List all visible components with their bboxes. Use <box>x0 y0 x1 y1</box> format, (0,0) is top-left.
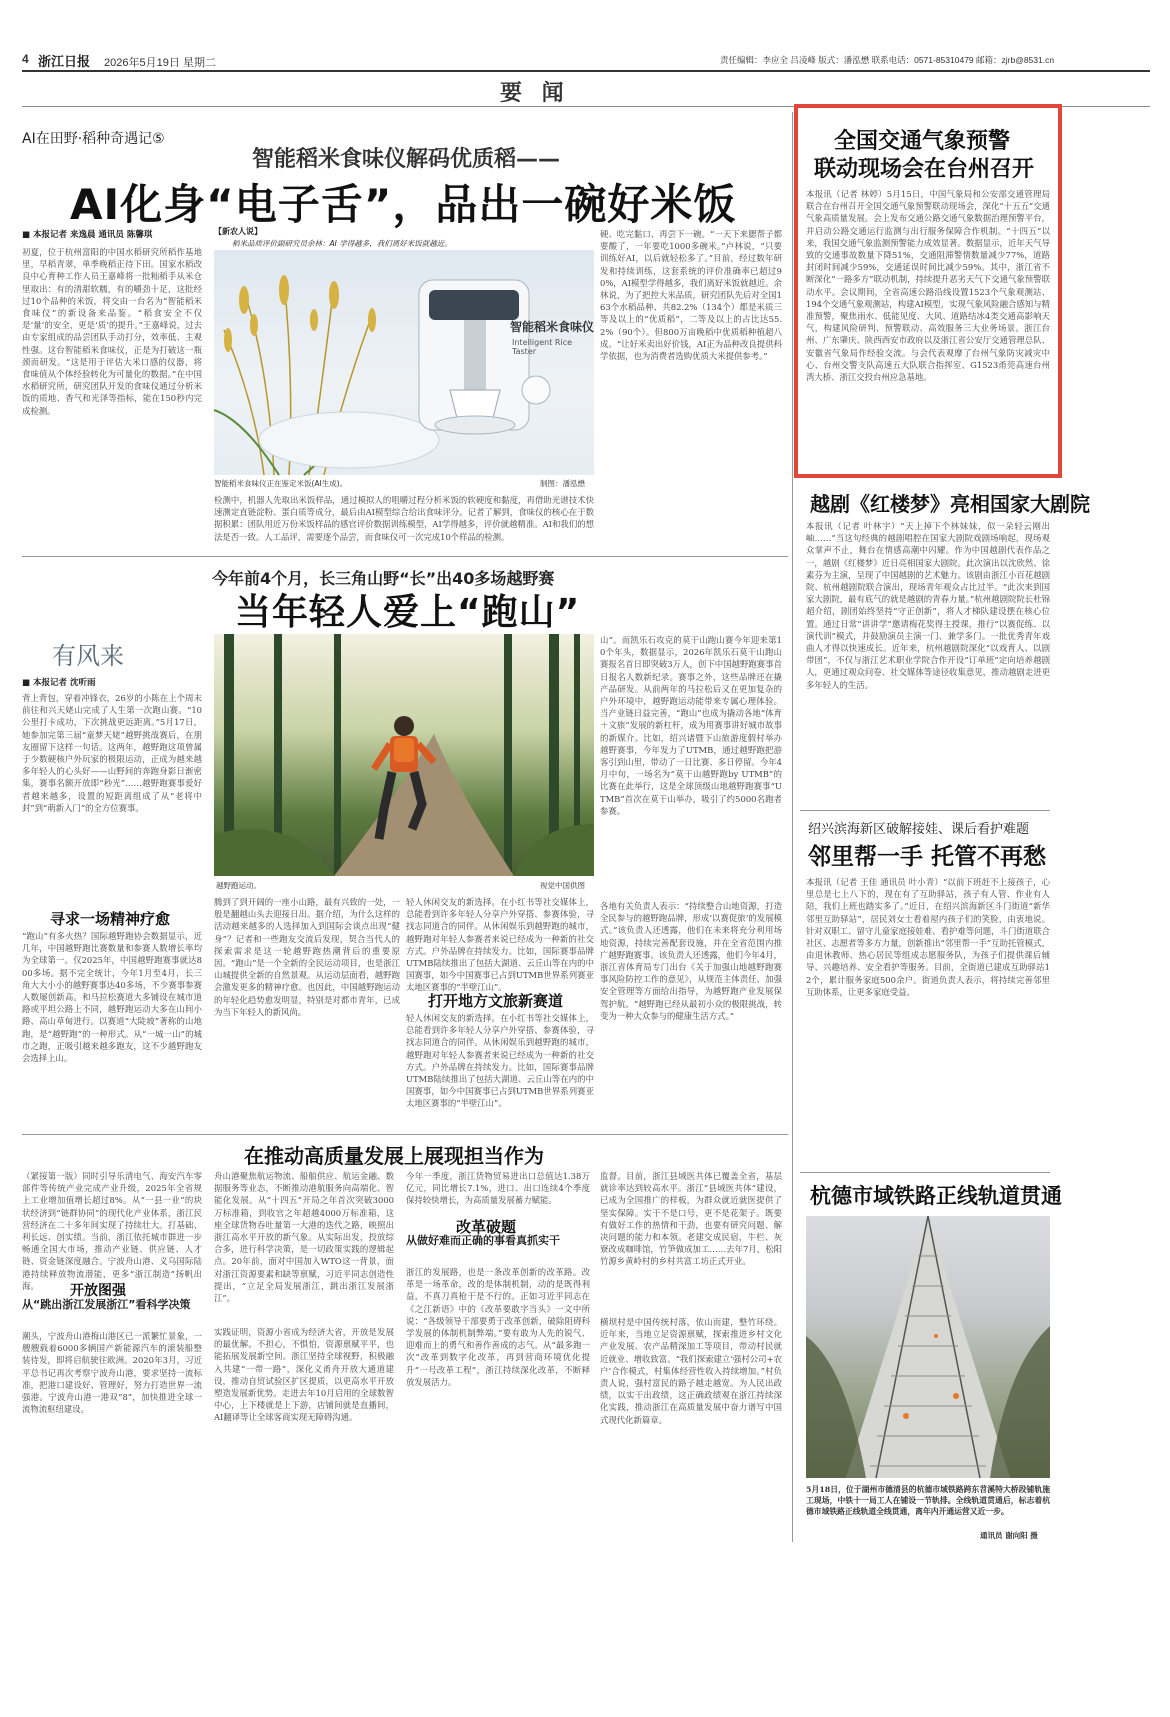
rice-taster-illustration <box>214 250 594 475</box>
rail-caption: 5月18日，位于湖州市德清县的杭德市域铁路跨东苕溪特大桥段铺轨施工现场，中铁十一局工人在铺设一节轨排。全线轨道贯通后，标志着杭德市域铁路正线轨道全线贯通，离年内开通运营又近一步。 <box>806 1485 1050 1516</box>
running-col-e: 各地有关负责人表示：“持续整合山地资源，打造全民参与的越野跑品牌，形成‘以赛促旅’的发展模式。”该负责人还透露，他们在未来将充分利用场地资源，持续完善配套设施，并在全省范围内推广越野跑赛事。该负责人还透露，他们今年4月，浙江省体育局专门出台《关于加强山地越野跑赛事风险防控工作的意见》，从规范主体责任、加强安全管理等方面给出指导，为越野跑产业发展保驾护航。“越野跑已经从最初小众的极限挑战，转变为一种大众参与的健康生活方式。” <box>600 901 782 1021</box>
bottom-col-4: 监督。目前，浙江县域医共体已覆盖全省，基层就诊率达到较高水平。浙江“县域医共体”建设，已成为全国推广的样板，为群众就近就医提供了坚实保障。实干不是口号，更不是花架子。既要有做好工作的热情和干劲，也要有研究问题、解决问题的能力和本领。老建交成民宿，牛栏、灰寮改成咖啡馆，竹笋做成加工……去年7月，松阳竹源乡黄岭村的乡村共富工坊正式开业。 <box>600 1171 782 1267</box>
right-divider-1 <box>800 810 1050 811</box>
running-photo <box>214 634 594 876</box>
running-byline: ■ 本报记者 沈听雨 <box>22 678 96 688</box>
running-intro: 背上背包，穿着冲锋衣，26岁的小陈在上个周末前往和兴天姥山完成了人生第一次跑山赛。“10公里打卡成功，下次挑战更远距离。”5月17日，她参加完第三届“童梦天姥”越野挑战赛后，在朋友圈留下这样一句话。这两年，越野跑这项曾属于少数硬核户外玩家的极限运动，正成为越来越多年轻人的心头好——山野间的奔跑身影日渐密集，赛事名额开放即“秒光”……越野跑赛事爱好者越来越多，设置的短距离组成了从“老将中封”到“萌新入门”的全方位赛事。 <box>22 693 202 813</box>
bottom-col-2: 舟山港聚焦航运物流、船舶供应、航运金融、数据服务等业态，不断推动港航服务向高端化、智能化发展。从“十四五”开局之年首次突破3000万标准箱，到收官之年超越4000万标准箱，这座全球货物吞吐量第一大港的迭代之路，映照出浙江高水平开放的新气象。从实际出发，投放综合多，进行科学决策，是一切政策实践的逻辑起点。20年前，面对中国加入WTO这一背景，面对浙江资源要素和缺等禀赋，习近平同志创造性提出，“立足全局发展浙江，跳出浙江发展浙江”。 <box>214 1171 394 1304</box>
running-col-d: 山”。而凯乐石攻克的莫干山跑山赛今年迎来第10个年头，数据显示，2026年凯乐石莫干山跑山赛报名首日即突破3万人，创下中国越野跑赛事首日报名人数新纪录。赛事之外，这些品牌还在撬产品研发。从前两年的马拉松后又在更加复杂的户外环境中，越野跑运动能带来专属心理体验。当产业链日益完善，“跑山”也成为撬动各地“体育＋文旅”发展的新杠杆，成为用赛事讲好城市故事的新媒介。比如，绍兴诸暨下山旅游度假村举办越野赛事，今年发力了UTMB，通过越野跑把游客引到山里，带动了一日比赛、多日停留。今年4月中旬，一场名为“莫干山越野跑by UTMB”的比赛在此举行，这是全球顶级山地越野跑赛事“UTMB”首次在莫干山举办，吸引了约5000名跑者参赛。 <box>600 635 782 816</box>
neighbor-kicker: 绍兴滨海新区破解接娃、课后看护难题 <box>808 822 1030 837</box>
running-photo-caption: 越野跑运动。 <box>216 881 261 890</box>
running-col-c: 轻人休闲交友的新选择。在小红书等社交媒体上，总能看到许多年轻人分享户外穿搭、参赛体验，寻找志同道合的同伴。从休闲娱乐到越野跑的城市，越野跑对年轻人参赛者来说已经成为一种新的社交方式。户外品牌在持续发力。比如，国际赛事品牌UTMB陆续推出了包括大湖道、云丘山等在内的中国赛事，如今中国赛事已占到UTMB世界系列赛亚太地区赛事的“半壁江山”。 <box>406 897 594 993</box>
railway-illustration <box>806 1216 1050 1478</box>
lead-headline: AI化身“电子舌”，品出一碗好米饭 <box>70 180 737 229</box>
bottom-subhead-1: 开放图强 <box>70 1283 126 1299</box>
bottom-subhead-2: 改革破题 <box>456 1218 517 1236</box>
running-col-b: 腾到了到开阔的一座小山路，最有兴致的一处，一般是翻越山头去迎接日出。据介绍，为什么这样的活动越来越多的人选择加入到国际会谈点出现“健身”？记者和一些跑友交流后发现，契合当代人的探索需求是这一轮越野跑热潮背后的重要原因。“跑山”是一个全新的全民运动项目，也是浙江山城提供全新的自然景观。从运动层面看，越野跑会激发更多的精神疗愈。也因此，中国越野跑运动的年轻化趋势愈发明显，特别是对都市青年，已成为当下年轻人的新风尚。 <box>214 897 400 1017</box>
neighbor-headline: 邻里帮一手 托管不再愁 <box>808 844 1047 870</box>
masthead-rule <box>22 70 1150 72</box>
neighbor-body: 本报讯（记者 王佳 通讯员 叶小青）“以前下班赶不上接孩子，心里总是七上八下的，现在有了互助驿站，孩子有人管、作业有人陪，我们上班也踏实多了。”近日，在绍兴滨海新区斗门街道“新华邻里互助驿站”，居民刘女士看着屋内孩子们的笑脸，由衷地说。针对双职工、留守儿童家庭接娃难、看护难等问题，斗门街道联合社区、志愿者等多方力量，创新推出“邻里帮一手”互助托管模式，由退休教师、热心居民等组成志愿服务队，为孩子们提供课后辅导、兴趣培养、安全看护等服务。目前，全街道已建成互助驿站12个，累计服务家庭500余户。街道负责人表示，将持续完善邻里互助体系，让更多家庭受益。 <box>806 877 1050 997</box>
issue-weekday: 星期二 <box>183 57 216 69</box>
device-label: 智能稻米食味仪 <box>510 320 595 334</box>
lead-illustration <box>214 250 594 475</box>
lead-photo-caption: 智能稻米食味仪正在鉴定米饭(AI生成)。 <box>214 479 348 488</box>
bottom-col-1b: 潮头，宁波舟山港梅山港区已一派繁忙景象，一艘艘载着6000多辆国产新能源汽车的滚装船整装待发，即将启航驶往欧洲。2020年3月，习近平总书记再次考察宁波舟山港，要求坚持一流标准，把港口建设好、管理好，努力打造世界一流强港。宁波舟山港一港双“8”，加快推进全球一流物流枢纽建设。 <box>22 1331 202 1415</box>
bottom-headline: 在推动高质量发展上展现担当作为 <box>244 1144 544 1168</box>
photo-quote: 稻米品质评价副研究员余林：AI 学得越多，我们离好米饭就越近。 <box>232 239 452 248</box>
bottom-col-3: 今年一季度，浙江货物贸易进出口总值达1.38万亿元，同比增长7.1%，进口、出口连续4个季度保持较快增长，为高质量发展蓄力赋能。 <box>406 1171 590 1206</box>
lead-photo-credit: 制图：潘泓懋 <box>540 479 585 488</box>
series-label: AI在田野·稻种奇遇记⑤ <box>22 131 165 147</box>
issue-date: 2026年5月19日 <box>104 57 180 69</box>
column-label: 有风来 <box>52 642 124 670</box>
paper-name: 浙江日报 <box>38 55 91 70</box>
bottom-col-4b: 横坝村是中国传统村落，依山而建，整竹环绕。近年来，当地立足资源禀赋，探索推进乡村文化产业发展、农产品精深加工等项目，带动村民就近就业、增收致富。“我们探索建立‘强村公司+农户’合作模式，村集体经营性收入持续增加。”村负责人说，强村富民的路子越走越宽。为人民出政绩，以实干出政绩，这正确政绩观在浙江持续深化实践，推动浙江在高质量发展中奋力谱写中国式现代化新篇章。 <box>600 1317 782 1425</box>
rail-photo <box>806 1216 1050 1478</box>
photo-label: 【新农人说】 <box>214 227 262 236</box>
bottom-subhead-2b: 从做好难而正确的事看真抓实干 <box>406 1234 560 1247</box>
lead-column-3: 硬、吃完黏口、再尝下一碗。“一天下来腮帮子都要酸了，一年要吃1000多碗米。”卢林说，“只要训练好AI，以后就轻松多了。”目前，经过数年研发和持续训练，这套系统的评价准确率已超过90%，AI模型学得越多，我们离好米饭就越近。余林说，为了把控大米品质，研究团队先后对全国163个水稻品种、共82.2%（134个）都是米质三等及以上的“优质稻”，二等及以上的占比达55.2%（90个）。但800万亩晚稻中优质稻种植超八成。“让好米卖出好价钱，AI正为品种改良提供科学依据，也为消费者选购优质大米提供参考。” <box>600 229 782 362</box>
trail-runner-illustration <box>214 634 594 876</box>
yueju-body: 本报讯（记者 叶林宇）“天上掉下个林妹妹，似一朵轻云刚出岫……”当这句经典的越剧唱腔在国家大剧院戏剧场响起，现场观众掌声不止，舞台在情感高潮中闪耀。作为中国越剧代表作品之一，越剧《红楼梦》近日亮相国家大剧院。此次演出以沈欣然、徐素芬为主演，呈现了中国越剧的艺术魅力。该剧由浙江小百花越剧院、杭州越剧院联合演出，现场青年观众占比过半。“此次来到国家大剧院，最有底气的就是越剧的青春力量。”杭州越剧院院长杜锦超介绍，剧团始终坚持“守正创新”，将人才梯队建设摆在核心位置。通过日常“讲讲学”邀请梅花奖得主授课，推行“以赛促练、以演代训”模式，并鼓励演员主演一门、兼学多门。一批优秀青年戏曲人才得以快速成长。近年来，杭州越剧院深化“以戏育人、以剧带团”，不仅与浙江艺术职业学院合作开设“订单班”定向培养越剧人，更通过观众问卷、社交媒体等途径收集意见，推动越剧走进更多年轻人的生活。 <box>806 521 1050 690</box>
traffic-headline-2: 联动现场会在台州召开 <box>814 157 1035 182</box>
bottom-col-1: （紧接第一版）同时引导乐清电气、海安汽车零部件等传统产业完成产业升级，2025年全省规上工业增加值增长超过8%。从“一县一业”的块状经济到“链群协同”的现代化产业体系，浙江民营经济在二十多年间实现了持续壮大。打基础、利长远、创实绩。当前，浙江依托城市群进一步畅通全国大市场，推动产业链、供应链、人才链、资金链深度融合。宁波舟山港、义乌国际陆港持续释放物流潜能，更多“浙江制造”扬帆出海。 <box>22 1171 202 1291</box>
running-photo-credit: 视觉中国供图 <box>540 881 585 890</box>
running-subhead-1: 寻求一场精神疗愈 <box>50 910 171 928</box>
section-title: 要 闻 <box>500 80 570 106</box>
bottom-subhead-1b: 从“跳出浙江发展浙江”看科学决策 <box>22 1298 191 1311</box>
yueju-headline: 越剧《红楼梦》亮相国家大剧院 <box>810 492 1090 516</box>
lead-byline: ■ 本报记者 来逸晨 通讯员 陈馨琪 <box>22 230 153 240</box>
bottom-top-rule <box>22 1134 788 1135</box>
running-headline: 当年轻人爱上“跑山” <box>235 592 581 633</box>
running-top-rule <box>22 556 788 557</box>
running-col-a: “跑山”有多火热？国际越野跑协会数据显示，近几年，中国越野跑比赛数量和参赛人数增长率均为全球第一。仅2025年，中国越野跑赛事就达800多场。据不完全统计，今年1月至4月，长三角大大小小的越野赛事达40多场，不少赛事参赛人数屡创新高。和马拉松赛道大多铺设在城市道路或平坦公路上不同，越野跑运动大多在山间小路、高山草甸进行。以赛道“大陡坡”著称的山地跑，是“越野跑”的一种形式。从“一城一山”的城市之跑，正吸引越来越多跑友，这不少越野跑友会选择上山。 <box>22 931 202 1064</box>
traffic-headline-1: 全国交通气象预警 <box>834 129 1011 154</box>
running-kicker: 今年前4个月，长三角山野“长”出40多场越野赛 <box>212 569 555 588</box>
right-divider-2 <box>800 1172 1050 1173</box>
traffic-body: 本报讯（记者 林婷）5月15日，中国气象局和公安部交通管理局联合在台州召开全国交通气象预警联动现场会，深化“十五五”交通气象高质量发展。会上发布交通公路交通气象数据治理预警平台，并启动公路交通运行监测与出行服务保障合作机制。“十四五”以来，我国交通气象监测预警能力成效显著。数据显示，近年天气导致的交通事故数量下降51%，交通阻滞警情数量减少77%，道路封闭时间减少59%，交通延误时间比减少59%。其中，浙江省不断深化“一路多方”联动机制，持续提升恶劣天气下交通气象预警联动水平。会议期间，全省高速公路沿线设置1523个气象观测站、194个交通气象观测站，构建AI模型，实现气象风险融合感知与精准预警，聚焦雨水、低能见度、大风、道路结冰4类交通高影响天气，构建风险研判、预警联动、高效服务三大业务场景。浙江台州、广东肇庆、陕西西安市政府以及浙江省公安厅交通管理总队、安徽省气象局作经验交流。与会代表观摩了台州气象防灾减灾中心、台州交警支队高速五大队联合指挥室、G1523甬莞高速台州湾大桥、浙江交投台州应急基地。 <box>806 189 1050 383</box>
running-col-c2: 轻人休闲交友的新选择。在小红书等社交媒体上，总能看到许多年轻人分享户外穿搭、参赛体验，寻找志同道合的同伴。从休闲娱乐到越野跑的城市，越野跑对年轻人参赛者来说已经成为一种新的社交方式。户外品牌在持续发力。比如，国际赛事品牌UTMB陆续推出了包括大湖道、云丘山等在内的中国赛事，如今中国赛事已占到UTMB世界系列赛亚太地区赛事的“半壁江山”。 <box>406 1013 594 1109</box>
editor-credits: 责任编辑：李应全 吕凌峰 版式：潘泓懋 联系电话：0571-85310479 邮箱：zjrb@8531.cn <box>720 55 1055 65</box>
lead-kicker: 智能稻米食味仪解码优质稻—— <box>252 147 561 172</box>
page-number: 4 <box>22 52 29 66</box>
bottom-col-3b: 浙江的发展路，也是一条改革创新的改革路。改革是一场革命，改的是体制机制，动的是既得利益，不真刀真枪干是不行的。正如习近平同志在《之江新语》中的《改革要敢字当头》一文中所说：“各级领导干部要勇于改革创新，破除阻碍科学发展的体制机制弊端。”要有敢为人先的锐气、迎难而上的勇气和善作善成的志气。从“最多跑一次”改革到数字化改革，再到营商环境优化提升“一号改革工程”，浙江持续深化改革，不断释放发展活力。 <box>406 1267 590 1387</box>
bottom-col-2b: 实践证明，资源小省成为经济大省，开放是发展的最优解。不担心，不惧怕，资源禀赋平平，也能拓展发展新空间。浙江坚持全球视野，积极融入共建“一带一路”，深化义甬舟开放大通道建设，推动自贸试验区扩区提质，以更高水平开放塑造发展新优势。走进去年10月启用的全球数智中心，上下楼就是上下游，店铺间就是直播间，AI翻译等让全球客商实现无障碍沟通。 <box>214 1327 394 1423</box>
lead-column-1: 初夏，位于杭州富阳的中国水稻研究所稻作基地里，早稻青翠，单季晚稻正待下田。国家水稻改良中心育种工作人员王嘉峰将一批籼稻手从米仓里取出：有的清甜软糯，有的嚼劲十足，这批经过10个品种的米饭，将交由一台名为“智能稻米食味仪”的新设备来品鉴。“稻食安全不仅是‘量’的安全，更是‘质’的提升。”王嘉峰说，过去由专家组成的品尝团队手动打分，效率低、主观性强。这台智能稻米食味仪，正是为打破这一瓶颈而研发。“这是用于评估大米口感的仪器，将食味值从个体经验转化为可量化的数据。”在中国水稻研究所，研究团队开发的食味仪通过分析米饭的质地、香气和光泽等指标，能在150秒内完成检测。 <box>22 247 202 416</box>
lead-column-2: 检测中，机器人先取出米饭样品，通过模拟人的咀嚼过程分析米饭的软硬度和黏度，再借助光谱技术快速测定直链淀粉、蛋白质等成分，最后由AI模型综合给出食味评分。记者了解到，食味仪的核心在于数据积累：团队用近万份米饭样品的感官评价数据训练模型，AI学得越多，评价就越精准。AI和我们的想法是否一致。人工品评，需要逐个品尝，而食味仪可一次完成10个样品的检测。 <box>214 495 594 542</box>
rail-credit: 通讯员 谢向阳 摄 <box>980 1531 1038 1540</box>
device-label-en: Intelligent Rice Taster <box>512 338 573 356</box>
running-subhead-2: 打开地方文旅新赛道 <box>428 992 564 1010</box>
rail-headline: 杭德市域铁路正线轨道贯通 <box>810 1184 1062 1208</box>
right-column-divider <box>792 112 793 1542</box>
